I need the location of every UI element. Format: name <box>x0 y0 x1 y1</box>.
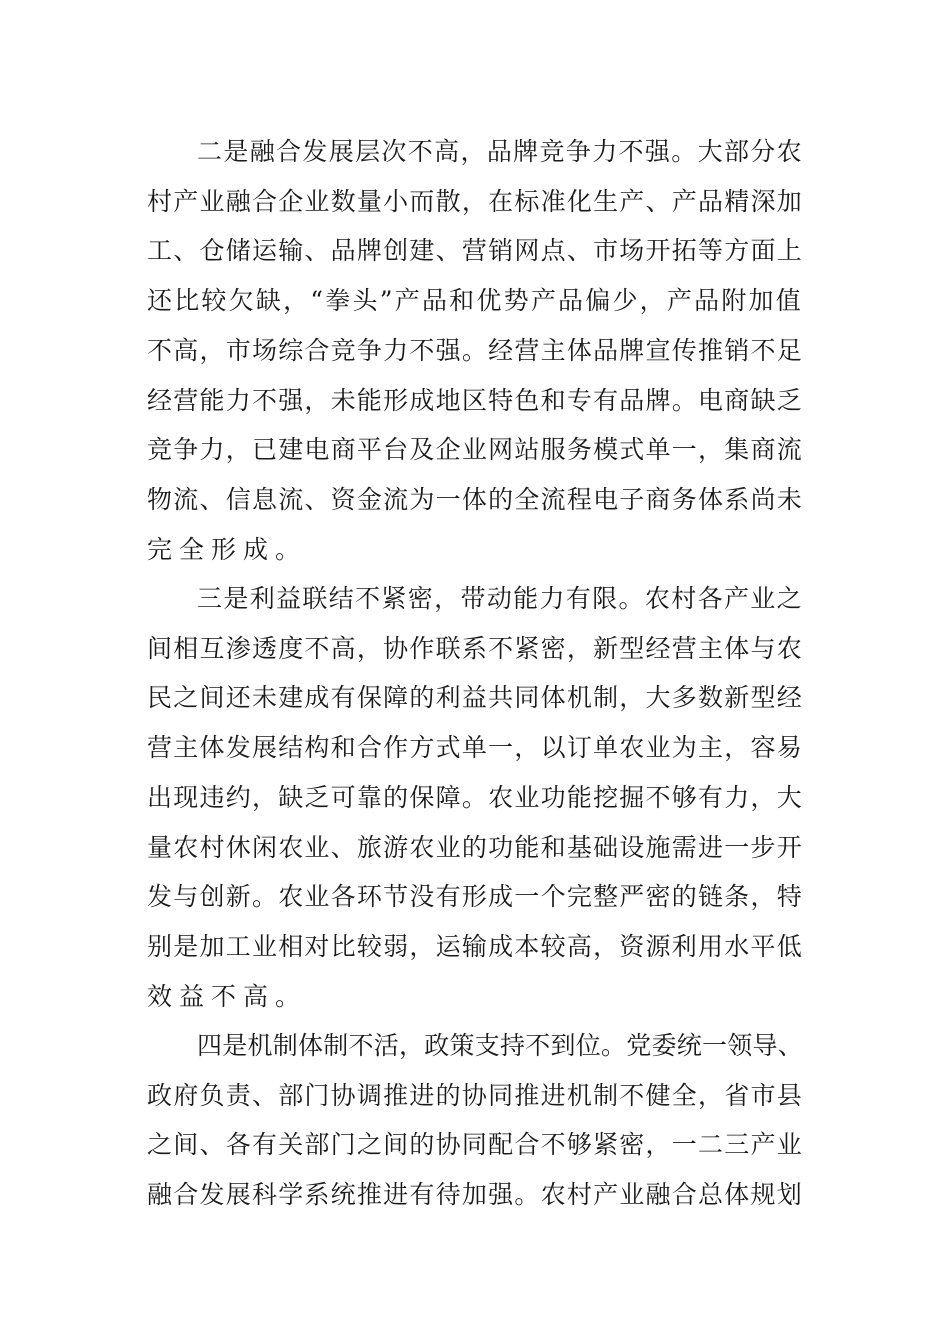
paragraph-line: 三是利益联结不紧密，带动能力有限。农村各产业之 <box>197 584 803 613</box>
paragraph-line: 营主体发展结构和合作方式单一，以订单农业为主，容易 <box>147 733 803 763</box>
paragraph-line: 二是融合发展层次不高，品牌竞争力不强。大部分农 <box>197 137 803 166</box>
paragraph-line: 经营能力不强，未能形成地区特色和专有品牌。电商缺乏 <box>147 385 803 415</box>
paragraph-line: 发与创新。农业各环节没有形成一个完整严密的链条，特 <box>147 882 803 912</box>
paragraph-line: 不高，市场综合竞争力不强。经营主体品牌宣传推销不足 <box>147 335 803 365</box>
paragraph-line: 工、仓储运输、品牌创建、营销网点、市场开拓等方面上 <box>147 236 803 266</box>
paragraph-line: 竞争力，已建电商平台及企业网站服务模式单一，集商流 <box>147 435 803 465</box>
paragraph-line: 政府负责、部门协调推进的协同推进机制不健全，省市县 <box>147 1080 803 1110</box>
paragraph-line: 完全形成。 <box>147 534 308 564</box>
paragraph-line: 效益不高。 <box>147 981 308 1011</box>
paragraph-line: 四是机制体制不活，政策支持不到位。党委统一领导、 <box>197 1031 803 1060</box>
paragraph-line: 还比较欠缺，“拳头”产品和优势产品偏少，产品附加值 <box>147 286 803 316</box>
paragraph-line: 别是加工业相对比较弱，运输成本较高，资源利用水平低 <box>147 931 803 961</box>
paragraph-line: 之间、各有关部门之间的协同配合不够紧密，一二三产业 <box>147 1130 803 1160</box>
paragraph-line: 间相互渗透度不高，协作联系不紧密，新型经营主体与农 <box>147 633 803 663</box>
paragraph-line: 物流、信息流、资金流为一体的全流程电子商务体系尚未 <box>147 484 803 514</box>
paragraph-line: 村产业融合企业数量小而散，在标准化生产、产品精深加 <box>147 186 803 216</box>
paragraph-line: 融合发展科学系统推进有待加强。农村产业融合总体规划 <box>147 1180 803 1210</box>
paragraph-line: 量农村休闲农业、旅游农业的功能和基础设施需进一步开 <box>147 832 803 862</box>
paragraph-line: 出现违约，缺乏可靠的保障。农业功能挖掘不够有力，大 <box>147 782 803 812</box>
paragraph-line: 民之间还未建成有保障的利益共同体机制，大多数新型经 <box>147 683 803 713</box>
